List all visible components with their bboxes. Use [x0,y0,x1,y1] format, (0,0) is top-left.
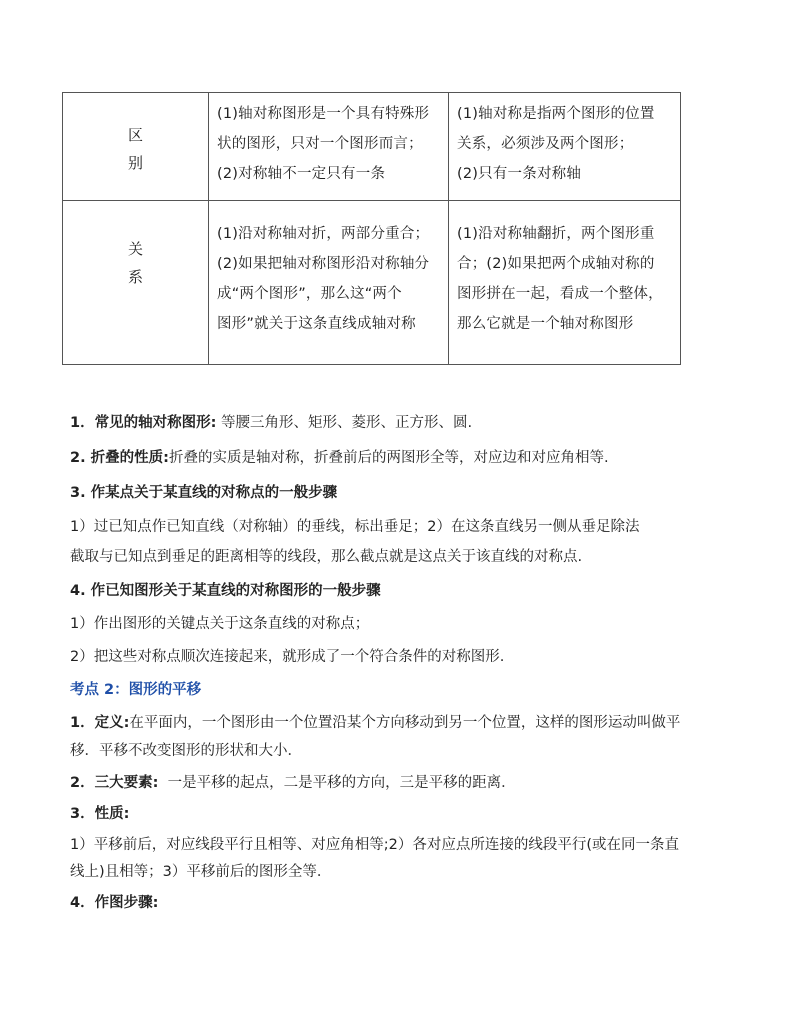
comparison-table [62,92,681,365]
paragraph-text: 1）作出图形的关键点关于这条直线的对称点； [70,616,370,632]
cell-line: 图形拼在一起，看成一个整体， [457,286,663,302]
table-cell [209,93,449,201]
table-cell [449,201,681,365]
table-cell [209,201,449,365]
cell-line: (1)轴对称是指两个图形的位置 [457,106,655,122]
paragraph-text: 折叠的实质是轴对称，折叠前后的两图形全等，对应边和对应角相等. [168,450,609,466]
paragraph-text: 截取与已知点到垂足的距离相等的线段，那么截点就是这点关于该直线的对称点. [70,549,583,565]
row-label-char: 区 [127,126,143,144]
paragraph-text: 1）过已知点作已知直线（对称轴）的垂线，标出垂足；2）在这条直线另一侧从垂足除法 [70,519,640,535]
cell-line: (1)轴对称图形是一个具有特殊形 [217,106,430,122]
row-label-char: 别 [127,154,143,172]
cell-line: (2)只有一条对称轴 [457,166,582,182]
paragraph-text: 等腰三角形、矩形、菱形、正方形、圆. [216,415,473,431]
row-label-cell [63,93,209,201]
paragraph-label: 1．常见的轴对称图形: [70,415,217,431]
cell-line: (2)对称轴不一定只有一条 [217,166,386,182]
cell-line: 成“两个图形”，那么这“两个 [217,286,402,302]
paragraph [70,772,516,794]
cell-line: (1)沿对称轴翻折，两个图形重 [457,226,655,242]
paragraph-label: 4．作图步骤: [70,895,159,911]
table-row [63,93,681,201]
paragraph-text: 线上)且相等；3）平移前后的图形全等． [70,864,332,880]
cell-line: (1)沿对称轴对折，两部分重合； [217,226,430,242]
table-row [63,201,681,365]
paragraph-label: 2．三大要素: [70,775,159,791]
paragraph [70,412,472,434]
paragraph-text: 移．平移不改变图形的形状和大小． [70,743,302,759]
section-title: 考点 2：图形的平移 [70,682,202,698]
table-cell [449,93,681,201]
cell-line: (2)如果把轴对称图形沿对称轴分 [217,256,430,272]
paragraph-label: 2. 折叠的性质: [70,450,169,466]
paragraph-text: 在平面内，一个图形由一个位置沿某个方向移动到另一个位置，这样的图形运动叫做平 [129,715,681,731]
cell-line: 关系，必须涉及两个图形； [457,136,634,152]
section-heading: 4. 作已知图形关于某直线的对称图形的一般步骤 [70,583,381,599]
cell-line: 状的图形，只对一个图形而言； [217,136,423,152]
row-label-char: 系 [127,268,143,286]
paragraph-text: 一是平移的起点，二是平移的方向，三是平移的距离． [167,775,516,791]
cell-line: 合；(2)如果把两个成轴对称的 [457,256,655,272]
cell-line: 图形”就关于这条直线成轴对称 [217,316,416,332]
row-label-cell [63,201,209,365]
paragraph-text: 2）把这些对称点顺次连接起来，就形成了一个符合条件的对称图形. [70,649,505,665]
paragraph [70,447,609,469]
paragraph [70,712,680,734]
row-label-char: 关 [127,240,143,258]
cell-line: 那么它就是一个轴对称图形 [457,316,634,332]
section-heading: 3. 作某点关于某直线的对称点的一般步骤 [70,485,338,501]
paragraph-label: 1．定义: [70,715,130,731]
paragraph-text: 1）平移前后，对应线段平行且相等、对应角相等;2）各对应点所连接的线段平行(或在同一条直 [70,837,679,853]
paragraph-label: 3．性质: [70,806,130,822]
